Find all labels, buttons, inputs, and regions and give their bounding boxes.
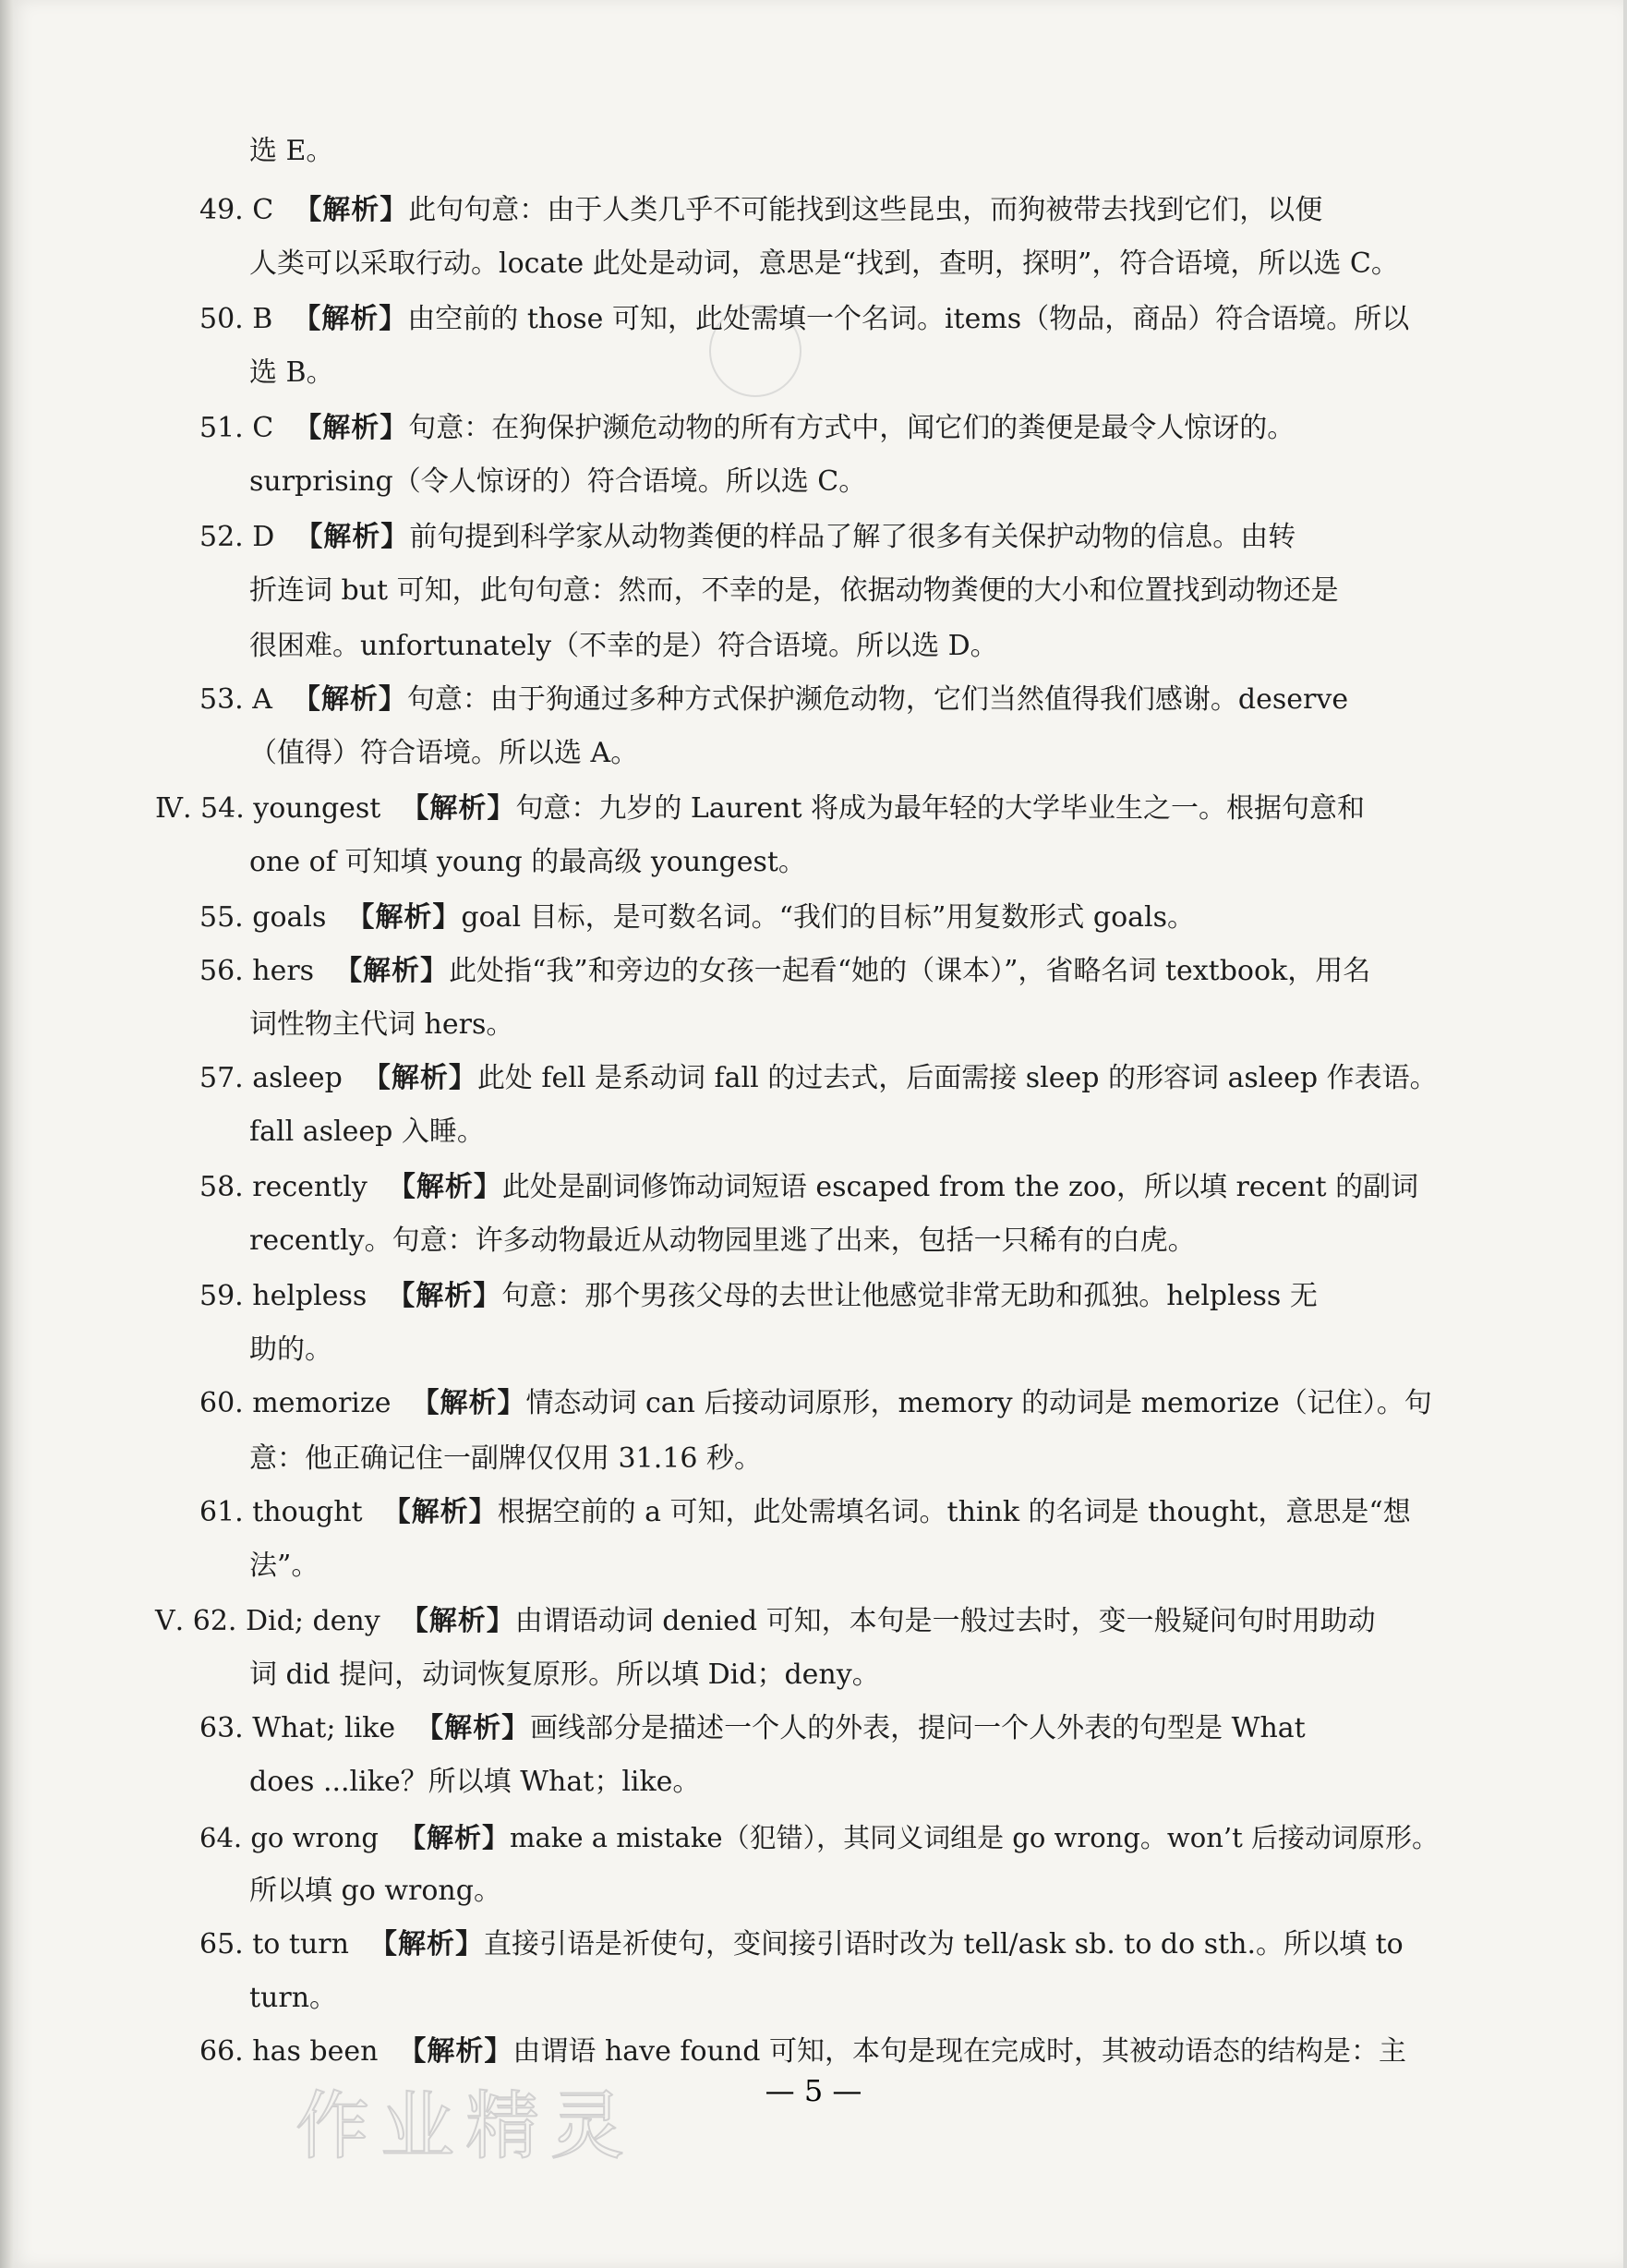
question-number: 63. What; like bbox=[199, 1712, 396, 1744]
analysis-label: 【解析】 bbox=[398, 1822, 510, 1853]
question-number: 61. thought bbox=[199, 1496, 363, 1528]
question-number: 55. goals bbox=[199, 901, 327, 934]
explanation-text: 根据空前的 a 可知，此处需填名词。think 的名词是 thought，意思是“想 bbox=[497, 1496, 1411, 1528]
question-number: 53. A bbox=[199, 683, 272, 716]
question-number: Ⅴ. 62. Did; deny bbox=[155, 1605, 380, 1637]
question-number: 65. to turn bbox=[199, 1928, 349, 1960]
explanation-text: 此处 fell 是系动词 fall 的过去式，后面需接 sleep 的形容词 asleep 作表语。 bbox=[476, 1062, 1438, 1094]
analysis-label: 【解析】 bbox=[295, 521, 410, 553]
text-line bbox=[199, 1385, 1432, 1422]
text-line bbox=[199, 410, 1295, 447]
explanation-text: 前句提到科学家从动物粪便的样品了解了很多有关保护动物的信息。由转 bbox=[409, 521, 1296, 553]
text-line bbox=[249, 355, 334, 392]
explanation-text: 很困难。unfortunately（不幸的是）符合语境。所以选 D。 bbox=[249, 630, 998, 662]
explanation-text: 词 did 提问，动词恢复原形。所以填 Did；deny。 bbox=[249, 1659, 880, 1691]
text-line bbox=[199, 1926, 1404, 1963]
text-line bbox=[249, 1873, 501, 1910]
explanation-text: make a mistake（犯错），其同义词组是 go wrong。won’t 后接动词原形。 bbox=[509, 1822, 1439, 1853]
question-number: 51. C bbox=[199, 412, 274, 444]
explanation-text: 由谓语动词 denied 可知，本句是一般过去时，变一般疑问句时用助动 bbox=[514, 1605, 1376, 1637]
text-line bbox=[249, 1980, 337, 2017]
text-line bbox=[199, 301, 1409, 338]
question-number: 66. has been bbox=[199, 2035, 379, 2068]
text-line bbox=[249, 1657, 880, 1694]
analysis-label: 【解析】 bbox=[398, 2035, 513, 2068]
analysis-label: 【解析】 bbox=[293, 303, 408, 335]
text-line bbox=[199, 519, 1296, 556]
explanation-text: 选 B。 bbox=[249, 356, 334, 389]
text-line bbox=[249, 1441, 762, 1478]
text-line bbox=[199, 1060, 1438, 1097]
question-number: 60. memorize bbox=[199, 1387, 392, 1419]
text-line bbox=[249, 628, 998, 665]
explanation-text: 直接引语是祈使句，变间接引语时改为 tell/ask sb. to do sth.。所以填 to bbox=[483, 1928, 1404, 1960]
explanation-text: 选 E。 bbox=[249, 135, 334, 167]
explanation-text: goal 目标，是可数名词。“我们的目标”用复数形式 goals。 bbox=[461, 901, 1196, 934]
explanation-text: 画线部分是描述一个人的外表，提问一个人外表的句型是 What bbox=[530, 1712, 1306, 1744]
analysis-label: 【解析】 bbox=[362, 1062, 477, 1094]
explanation-text: 意：他正确记住一副牌仅仅用 31.16 秒。 bbox=[249, 1442, 762, 1475]
text-line bbox=[199, 1278, 1318, 1315]
text-line bbox=[249, 1223, 1196, 1260]
text-line bbox=[199, 682, 1348, 718]
explanation-text: does ...like？所以填 What；like。 bbox=[249, 1766, 701, 1798]
text-line bbox=[199, 953, 1370, 990]
explanation-text: 情态动词 can 后接动词原形，memory 的动词是 memorize（记住）。句 bbox=[525, 1387, 1432, 1419]
analysis-label: 【解析】 bbox=[294, 412, 409, 444]
explanation-text: 人类可以采取行动。locate 此处是动词，意思是“找到，查明，探明”，符合语境，所以选 C。 bbox=[249, 247, 1399, 280]
explanation-text: 法”。 bbox=[249, 1550, 319, 1582]
text-line bbox=[199, 899, 1195, 936]
text-line bbox=[199, 1710, 1306, 1747]
question-number: 57. asleep bbox=[199, 1062, 343, 1094]
question-number: 58. recently bbox=[199, 1171, 368, 1203]
analysis-label: 【解析】 bbox=[387, 1280, 502, 1312]
text-line bbox=[249, 573, 1339, 609]
text-line bbox=[249, 1332, 332, 1369]
text-line bbox=[199, 192, 1322, 229]
question-number: 50. B bbox=[199, 303, 273, 335]
explanation-text: 词性物主代词 hers。 bbox=[249, 1008, 514, 1041]
text-line bbox=[249, 1114, 485, 1151]
explanation-text: surprising（令人惊讶的）符合语境。所以选 C。 bbox=[249, 465, 867, 498]
analysis-label: 【解析】 bbox=[387, 1171, 502, 1203]
explanation-text: （值得）符合语境。所以选 A。 bbox=[249, 737, 639, 769]
question-number: 52. D bbox=[199, 521, 275, 553]
analysis-label: 【解析】 bbox=[382, 1496, 498, 1528]
analysis-label: 【解析】 bbox=[292, 683, 407, 716]
question-number: Ⅳ. 54. youngest bbox=[155, 792, 381, 825]
explanation-text: 句意：那个男孩父母的去世让他感觉非常无助和孤独。helpless 无 bbox=[501, 1280, 1318, 1312]
analysis-label: 【解析】 bbox=[368, 1928, 484, 1960]
analysis-label: 【解析】 bbox=[411, 1387, 526, 1419]
text-line bbox=[249, 1007, 513, 1044]
text-line bbox=[199, 1169, 1418, 1206]
explanation-text: 此处是副词修饰动词短语 escaped from the zoo，所以填 recent 的副词 bbox=[501, 1171, 1419, 1203]
explanation-text: 由谓语 have found 可知，本句是现在完成时，其被动语态的结构是：主 bbox=[512, 2035, 1406, 2068]
text-line bbox=[249, 133, 333, 170]
watermark: 作业精灵 bbox=[295, 2083, 635, 2169]
explanation-text: 此句句意：由于人类几乎不可能找到这些昆虫，而狗被带去找到它们，以便 bbox=[408, 194, 1323, 226]
text-line bbox=[199, 1819, 1439, 1856]
explanation-text: 所以填 go wrong。 bbox=[249, 1875, 501, 1907]
analysis-label: 【解析】 bbox=[334, 955, 450, 987]
explanation-text: recently。句意：许多动物最近从动物园里逃了出来，包括一只稀有的白虎。 bbox=[249, 1224, 1196, 1257]
text-line bbox=[155, 1603, 1376, 1640]
explanation-text: 句意：九岁的 Laurent 将成为最年轻的大学毕业生之一。根据句意和 bbox=[515, 792, 1366, 825]
explanation-text: 折连词 but 可知，此句句意：然而，不幸的是，依据动物粪便的大小和位置找到动物还是 bbox=[249, 574, 1339, 607]
explanation-text: 由空前的 those 可知，此处需填一个名词。items（物品，商品）符合语境。所以 bbox=[407, 303, 1410, 335]
question-number: 59. helpless bbox=[199, 1280, 368, 1312]
question-number: 56. hers bbox=[199, 955, 315, 987]
analysis-label: 【解析】 bbox=[346, 901, 462, 934]
analysis-label: 【解析】 bbox=[416, 1712, 531, 1744]
explanation-text: one of 可知填 young 的最高级 youngest。 bbox=[249, 846, 806, 878]
analysis-label: 【解析】 bbox=[294, 194, 409, 226]
question-number: 49. C bbox=[199, 194, 274, 226]
explanation-text: 此处指“我”和旁边的女孩一起看“她的（课本）”，省略名词 textbook，用名 bbox=[449, 955, 1371, 987]
explanation-text: 助的。 bbox=[249, 1333, 332, 1366]
explanation-text: 句意：在狗保护濒危动物的所有方式中，闻它们的粪便是最令人惊讶的。 bbox=[408, 412, 1296, 444]
explanation-text: fall asleep 入睡。 bbox=[249, 1116, 485, 1148]
analysis-label: 【解析】 bbox=[401, 792, 516, 825]
text-line bbox=[199, 1494, 1411, 1531]
question-number: 64. go wrong bbox=[199, 1822, 379, 1853]
text-line bbox=[155, 790, 1365, 827]
analysis-label: 【解析】 bbox=[400, 1605, 515, 1637]
text-line bbox=[249, 735, 638, 772]
page-number: — 5 — bbox=[765, 2073, 862, 2108]
explanation-text: 句意：由于狗通过多种方式保护濒危动物，它们当然值得我们感谢。deserve bbox=[406, 683, 1349, 716]
text-line bbox=[249, 1548, 319, 1585]
explanation-text: turn。 bbox=[249, 1982, 338, 2014]
text-line bbox=[199, 2033, 1406, 2070]
text-line bbox=[249, 1764, 700, 1801]
text-line bbox=[249, 246, 1399, 283]
text-line bbox=[249, 464, 866, 501]
text-line bbox=[249, 844, 806, 881]
